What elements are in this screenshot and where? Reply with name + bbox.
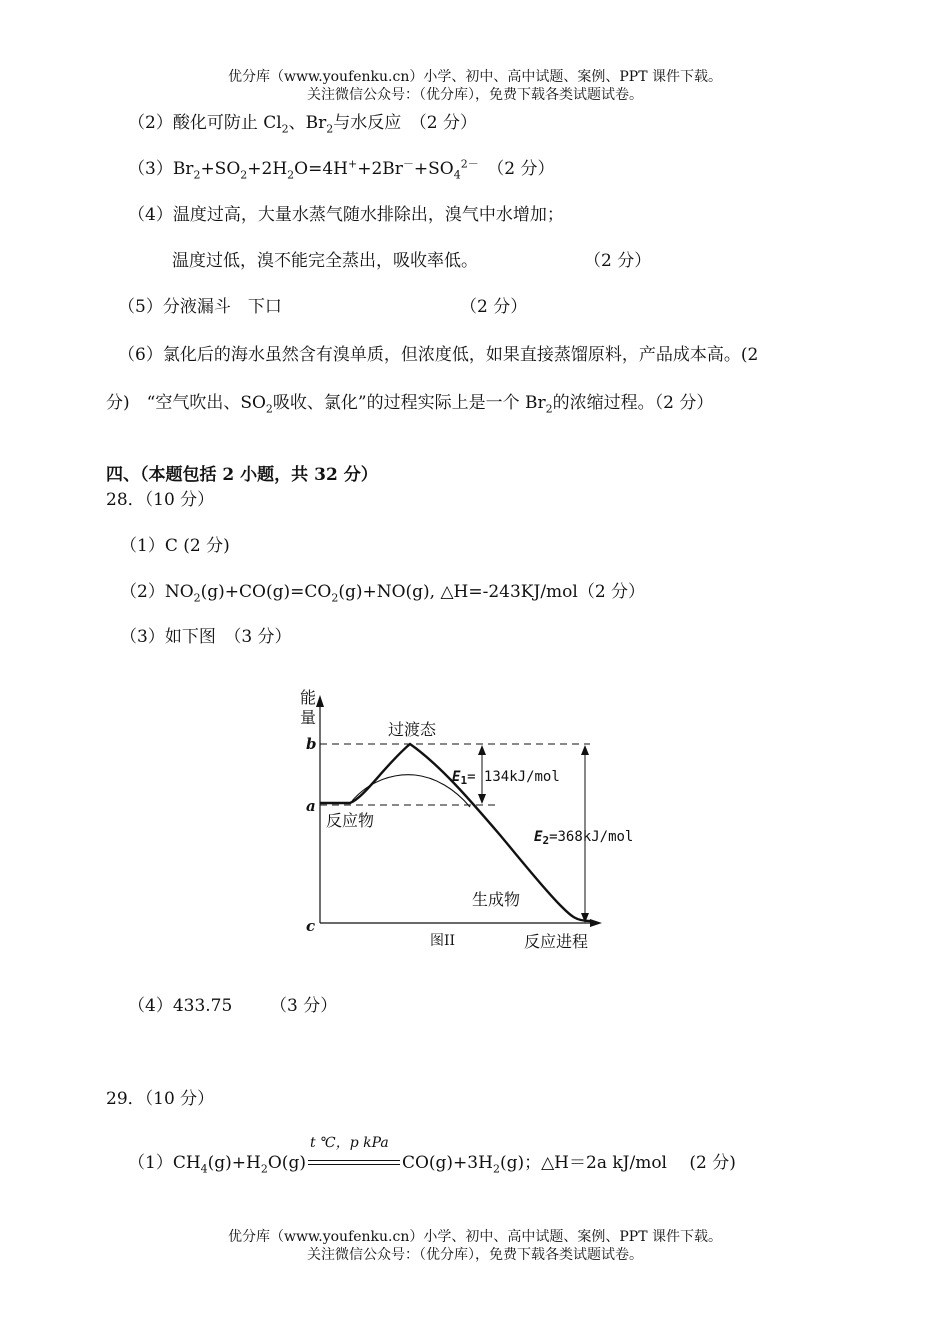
tick-a: a (306, 797, 316, 815)
answer-q4-score: （2 分） (584, 251, 652, 271)
reaction-condition: t ℃，p kPa (309, 1134, 389, 1151)
e1-arrow-head-bottom (478, 794, 486, 804)
answer-q6-line1: （6）氯化后的海水虽然含有溴单质，但浓度低，如果直接蒸馏原料，产品成本高。(2 (118, 345, 759, 365)
x-axis-arrow (590, 919, 602, 927)
q28-answer-4: （4）433.75 (128, 996, 233, 1016)
q28-answer-4-score: （3 分） (270, 996, 338, 1016)
answer-q5: （5）分液漏斗 下口 (118, 297, 282, 317)
answer-q3: $(3)Br_2+SO_2+2H_2O=4H^++2Br^-+SO_4^{2-}$ （2 分） (128, 157, 555, 182)
q29-answer-1: $(1)CH_4(g)+H_2O(g)$ t ℃，p kPa $CO(g)+3H_2(g)$；△H＝2a kJ/mol (2 分) (128, 1148, 736, 1175)
q28-heading: 28．（10 分） (106, 490, 215, 510)
y-axis-arrow (316, 695, 324, 707)
answer-q4-line2: 温度过低，溴不能完全蒸出，吸收率低。 (172, 251, 478, 271)
section4-title: 四、（本题包括 2 小题，共 32 分） (106, 465, 378, 485)
equilibrium-sign (306, 1134, 402, 1174)
page-header-line1: 优分库（www.youfenku.cn）小学、初中、高中试题、案例、PPT 课件下载。 (227, 69, 722, 85)
y-axis-label-char1: 能 (300, 688, 317, 707)
q28-answer-1: （1）C (2 分) (120, 536, 230, 556)
page-footer-line1: 优分库（www.youfenku.cn）小学、初中、高中试题、案例、PPT 课件下载。 (227, 1229, 722, 1245)
figure-caption: 图II (430, 933, 456, 949)
page-header-line2: 关注微信公众号：（优分库），免费下载各类试题试卷。 (307, 87, 643, 103)
y-axis-label-char2: 量 (300, 708, 317, 727)
q29-heading: 29．（10 分） (106, 1089, 215, 1109)
transition-state-label: 过渡态 (388, 720, 437, 739)
tick-c: c (306, 917, 316, 935)
x-axis-label: 反应进程 (524, 932, 589, 951)
products-label: 生成物 (472, 890, 521, 909)
answer-q2: （2）酸化可防止 $Cl_2$、$Br_2$与水反应 （2 分） (128, 113, 478, 136)
e2-label: $E_2=368kJ$/mol (534, 829, 634, 847)
page-footer-line2: 关注微信公众号：（优分库），免费下载各类试题试卷。 (307, 1247, 643, 1263)
energy-diagram (290, 685, 650, 955)
answer-q4-line1: （4）温度过高，大量水蒸气随水排除出，溴气中水增加； (128, 205, 564, 225)
e1-arrow-head-top (478, 745, 486, 755)
e2-arrow-head-top (581, 745, 589, 755)
q28-answer-3: （3）如下图 （3 分） (120, 627, 292, 647)
tick-b: b (306, 735, 317, 753)
answer-q6-line2: 分) “空气吹出、$SO_2$吸收、氯化”的过程实际上是一个 $Br_2$的浓缩过程。（2 分） (106, 393, 714, 416)
answer-q5-score: （2 分） (460, 297, 528, 317)
e1-label: $E_1= 134kJ/mol$ (452, 769, 560, 787)
q28-answer-2: $(2)NO_2(g)+CO(g)=CO_2(g)+NO(g)$, △H=-243KJ/mol（2 分） (120, 582, 646, 605)
reactants-label: 反应物 (326, 811, 375, 830)
